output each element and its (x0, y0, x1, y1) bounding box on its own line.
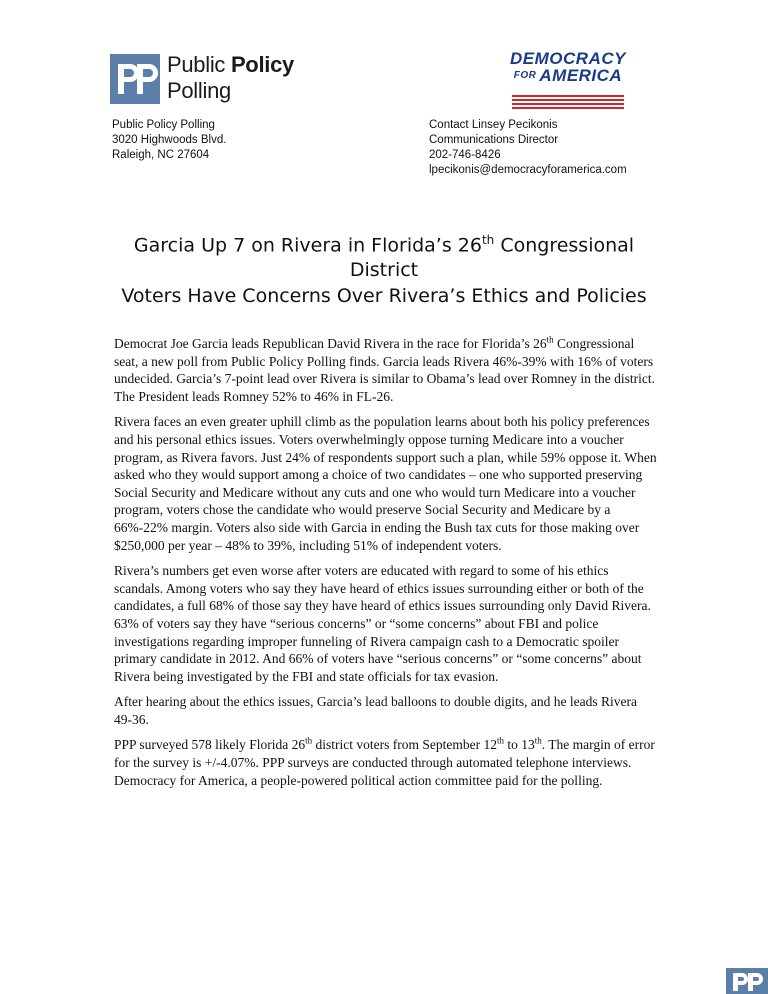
paragraph-1: Democrat Joe Garcia leads Republican David Rivera in the race for Florida’s 26th Congressional seat, a new poll from Public Policy Polling finds. Garcia leads Rivera 46%-39% with 16% of voters undecided. Garcia’s 7-point lead over Rivera is similar to Obama’s lead over Romney in the district. The President leads Romney 52% to 46% in FL-26. (114, 334, 655, 404)
contact-name: Contact Linsey Pecikonis (429, 119, 558, 131)
headline: Garcia Up 7 on Rivera in Florida’s 26th Congressional District (133, 233, 635, 282)
address-left-line: 3020 Highwoods Blvd. (112, 134, 227, 146)
dfa-logo-stripes (512, 95, 624, 111)
ppp-logo-line2: Polling (167, 78, 231, 103)
address-left-line: Public Policy Polling (112, 119, 215, 131)
ppp-corner-mark-icon (726, 968, 768, 994)
address-left (112, 118, 226, 163)
dfa-logo-text (508, 50, 628, 84)
ppp-logo-mark-icon (110, 54, 160, 104)
article-body (114, 335, 658, 797)
paragraph-5: PPP surveyed 578 likely Florida 26th district voters from September 12th to 13th. The margin of error for the survey is +/-4.07%. PPP surveys are conducted through automated telephone interviews. Democracy for America, a people-powered political action committee paid for the polling. (114, 735, 655, 788)
dfa-logo (508, 50, 628, 110)
dfa-logo-line1: DEMOCRACY (510, 49, 626, 68)
contact-phone: 202-746-8426 (429, 149, 501, 161)
paragraph-4: After hearing about the ethics issues, Garcia’s lead balloons to double digits, and he leads Rivera 49-36. (114, 694, 637, 727)
contact-title: Communications Director (429, 134, 559, 146)
subheadline: Voters Have Concerns Over Rivera’s Ethics and Policies (121, 285, 647, 307)
dfa-logo-line3: AMERICA (539, 66, 623, 85)
address-left-line: Raleigh, NC 27604 (112, 149, 210, 161)
paragraph-2: Rivera faces an even greater uphill climb as the population learns about both his policy preferences and his personal ethics issues. Voters overwhelmingly oppose turning Medicare into a voucher program, as Rivera favors. Just 24% of respondents support such a plan, while 59% oppose it. When asked who they would support among a choice of two candidates – one who supported preserving Social Security and Medicare without any cuts and one who would turn Medicare into a voucher program, voters chose the candidate who would preserve Social Security and Medicare by a 66%-22% margin. Voters also side with Garcia in ending the Bush tax cuts for those making over $250,000 per year – 48% to 39%, including 51% of independent voters. (114, 414, 657, 553)
ppp-logo (110, 42, 310, 112)
ppp-logo-line1-prefix: Public (167, 52, 231, 77)
ppp-logo-text (167, 52, 294, 104)
dfa-logo-line2: FOR (513, 70, 537, 81)
address-right (429, 118, 627, 178)
contact-email[interactable]: lpecikonis@democracyforamerica.com (429, 164, 627, 176)
ppp-logo-line1-bold: Policy (230, 52, 294, 77)
paragraph-3: Rivera’s numbers get even worse after voters are educated with regard to some of his ethics scandals. Among voters who say they have heard of ethics issues surrounding either or both of the candidates, a full 68% of those say they have heard of ethics issues surrounding only David Rivera. 63% of voters say they have “serious concerns” or “some concerns” about FBI and police investigations regarding improper funneling of Rivera campaign cash to a Democratic spoiler primary candidate in 2012. And 66% of voters have “serious concerns” or “some concerns” about Rivera being investigated by the FBI and state officials for tax evasion. (114, 563, 651, 684)
